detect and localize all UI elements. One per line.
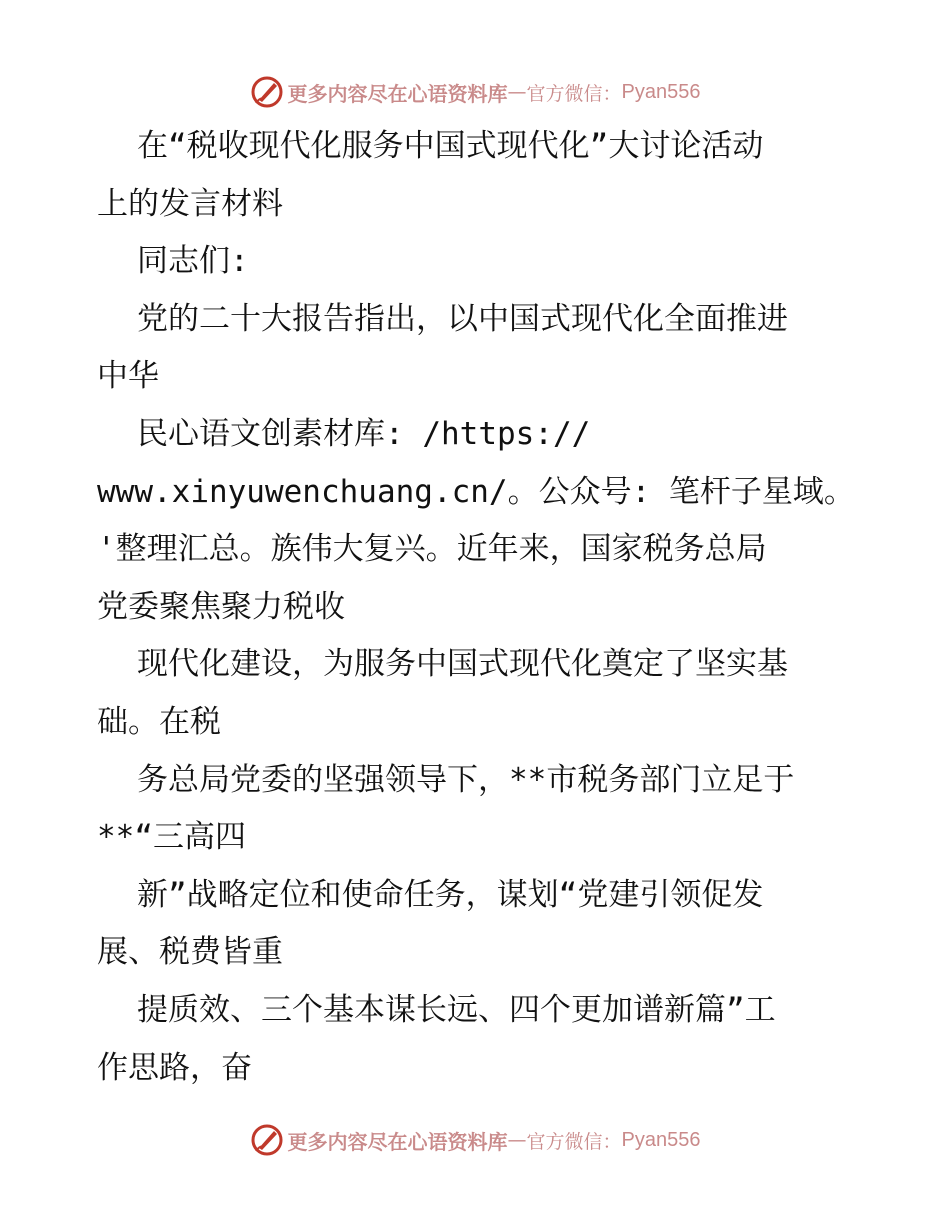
text-line: **“三高四 bbox=[97, 819, 246, 856]
text-line: '整理汇总。族伟大复兴。近年来，国家税务总局 bbox=[97, 531, 767, 568]
text-line: www.xinyuwenchuang.cn/。公众号: 笔杆子星域。 bbox=[97, 473, 855, 510]
text-line: 提质效、三个基本谋长远、四个更加谱新篇”工 bbox=[137, 991, 776, 1028]
text-line: 党的二十大报告指出，以中国式现代化全面推进 bbox=[137, 300, 788, 337]
banner-dash: — bbox=[507, 1129, 527, 1151]
banner-wechat-label: 官方微信： bbox=[526, 1130, 622, 1153]
text-line: 新”战略定位和使命任务，谋划“党建引领促发 bbox=[137, 876, 764, 913]
text-line: 上的发言材料 bbox=[97, 185, 283, 222]
quill-logo-icon bbox=[250, 75, 284, 109]
text-line: 现代化建设，为服务中国式现代化奠定了坚实基 bbox=[137, 646, 788, 683]
banner-wechat-id: Pyan556 bbox=[621, 1128, 701, 1151]
text-line: 在“税收现代化服务中国式现代化”大讨论活动 bbox=[137, 128, 764, 164]
text-line: 党委聚焦聚力税收 bbox=[97, 588, 345, 625]
banner-text: 更多内容尽在心语资料库 bbox=[287, 81, 508, 106]
text-line: 民心语文创素材库: /https:// bbox=[137, 415, 591, 452]
footer-banner bbox=[0, 1120, 950, 1160]
text-line: 展、税费皆重 bbox=[97, 934, 283, 971]
banner-text: 更多内容尽在心语资料库 bbox=[287, 1129, 508, 1154]
banner-wechat-label: 官方微信： bbox=[526, 82, 622, 105]
header-banner bbox=[0, 72, 950, 112]
banner-wechat-id: Pyan556 bbox=[621, 80, 701, 103]
text-line: 作思路，奋 bbox=[97, 1049, 252, 1086]
text-line: 础。在税 bbox=[97, 703, 221, 740]
text-line: 同志们: bbox=[137, 243, 249, 280]
document-body bbox=[97, 118, 857, 1097]
text-line: 中华 bbox=[97, 358, 159, 395]
quill-logo-icon bbox=[250, 1123, 284, 1157]
text-line: 务总局党委的坚强领导下，**市税务部门立足于 bbox=[137, 761, 795, 798]
banner-dash: — bbox=[507, 81, 527, 103]
